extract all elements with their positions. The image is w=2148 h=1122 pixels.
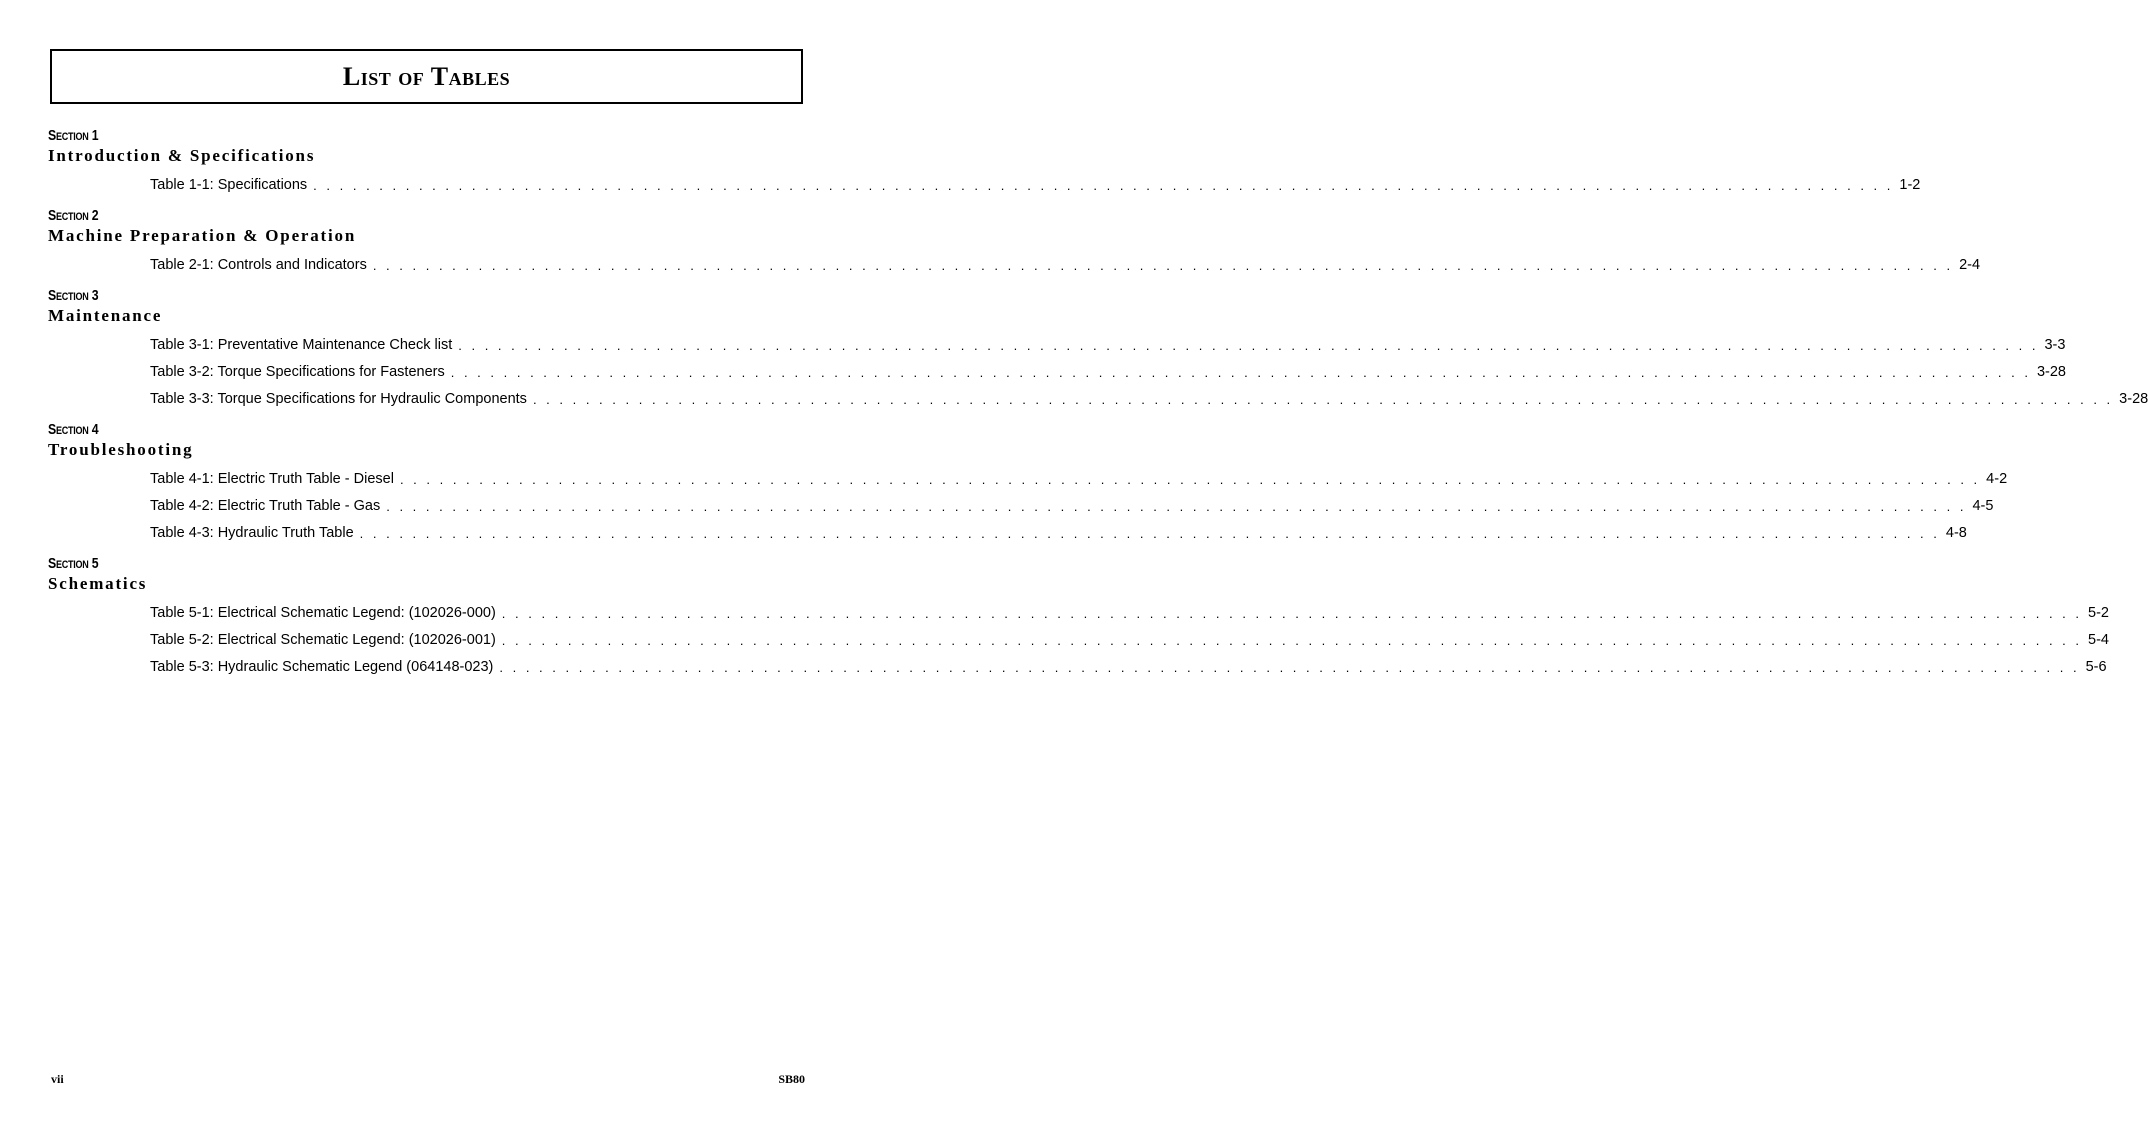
dot-leader: . . . . . . . . . . . . . . . . . . . . . . . . . . . . . . . . . . . . . . . . . . . . . . . . . . . . . . . . . . . . . . . . . . . . . . . . . . . . . . . . . . . . . . . . . . . . . . . . . . . . . . . . . . . . . . . . . . . . . . . . xyxy=(501,633,2083,648)
toc-entry-label: Table 2-1: Controls and Indicators xyxy=(150,257,367,273)
toc-entry[interactable] xyxy=(150,386,2148,413)
dot-leader: . . . . . . . . . . . . . . . . . . . . . . . . . . . . . . . . . . . . . . . . . . . . . . . . . . . . . . . . . . . . . . . . . . . . . . . . . . . . . . . . . . . . . . . . . . . . . . . . . . . . . . . . . . . . . . . . . . . . . . . . xyxy=(386,499,1967,514)
toc-entry[interactable] xyxy=(150,252,1981,279)
dot-leader: . . . . . . . . . . . . . . . . . . . . . . . . . . . . . . . . . . . . . . . . . . . . . . . . . . . . . . . . . . . . . . . . . . . . . . . . . . . . . . . . . . . . . . . . . . . . . . . . . . . . . . . . . . . . . . . . . . . . . . . . xyxy=(399,472,1981,487)
toc-entry-label: Table 4-3: Hydraulic Truth Table xyxy=(150,525,354,541)
section-4 xyxy=(48,421,2008,547)
toc-entry-page: 4-8 xyxy=(1945,525,1967,541)
toc-entry-page: 3-28 xyxy=(2119,391,2148,407)
toc-entry-page: 3-28 xyxy=(2036,364,2066,380)
dot-leader: . . . . . . . . . . . . . . . . . . . . . . . . . . . . . . . . . . . . . . . . . . . . . . . . . . . . . . . . . . . . . . . . . . . . . . . . . . . . . . . . . . . . . . . . . . . . . . . . . . . . . . . . . . . . . . . . . . . . . . . . xyxy=(372,258,1954,273)
toc-entry[interactable] xyxy=(150,172,1921,199)
toc-entry-label: Table 4-2: Electric Truth Table - Gas xyxy=(150,498,381,514)
toc-entry[interactable] xyxy=(150,627,2109,654)
section-name: Introduction & Specifications xyxy=(48,146,316,165)
toc-entry-page: 5-4 xyxy=(2088,632,2109,648)
toc-entry[interactable] xyxy=(150,332,2066,359)
toc-entry[interactable] xyxy=(150,654,2107,681)
sections-list xyxy=(48,127,2148,689)
dot-leader: . . . . . . . . . . . . . . . . . . . . . . . . . . . . . . . . . . . . . . . . . . . . . . . . . . . . . . . . . . . . . . . . . . . . . . . . . . . . . . . . . . . . . . . . . . . . . . . . . . . . . . . . . . . . . . . . . . . . . . . . xyxy=(532,392,2114,407)
footer-model: SB80 xyxy=(778,1072,805,1086)
section-label: Section 3 xyxy=(48,287,99,304)
section-label: Section 4 xyxy=(48,421,99,438)
toc-entry-label: Table 1-1: Specifications xyxy=(150,177,308,193)
section-1 xyxy=(48,127,1921,199)
toc-entry-page: 4-2 xyxy=(1986,471,2008,487)
toc-entry-label: Table 5-3: Hydraulic Schematic Legend (064148-023) xyxy=(150,659,494,675)
dot-leader: . . . . . . . . . . . . . . . . . . . . . . . . . . . . . . . . . . . . . . . . . . . . . . . . . . . . . . . . . . . . . . . . . . . . . . . . . . . . . . . . . . . . . . . . . . . . . . . . . . . . . . . . . . . . . . . . . . . . . . . . xyxy=(313,178,1894,193)
title-box xyxy=(50,49,803,104)
dot-leader: . . . . . . . . . . . . . . . . . . . . . . . . . . . . . . . . . . . . . . . . . . . . . . . . . . . . . . . . . . . . . . . . . . . . . . . . . . . . . . . . . . . . . . . . . . . . . . . . . . . . . . . . . . . . . . . . . . . . . . . . xyxy=(450,365,2031,380)
section-2 xyxy=(48,207,1981,279)
toc-entry-page: 3-3 xyxy=(2044,337,2066,353)
toc-entry-label: Table 3-3: Torque Specifications for Hydraulic Components xyxy=(150,391,527,407)
section-label: Section 1 xyxy=(48,127,99,144)
dot-leader: . . . . . . . . . . . . . . . . . . . . . . . . . . . . . . . . . . . . . . . . . . . . . . . . . . . . . . . . . . . . . . . . . . . . . . . . . . . . . . . . . . . . . . . . . . . . . . . . . . . . . . . . . . . . . . . . . . . . . . . . xyxy=(458,338,2039,353)
page-title: List of Tables xyxy=(342,61,511,91)
section-name: Troubleshooting xyxy=(48,440,194,459)
toc-entry-page: 5-2 xyxy=(2088,605,2109,621)
section-name: Maintenance xyxy=(48,306,163,325)
toc-entry[interactable] xyxy=(150,466,2008,493)
toc-entry-label: Table 3-2: Torque Specifications for Fasteners xyxy=(150,364,445,380)
dot-leader: . . . . . . . . . . . . . . . . . . . . . . . . . . . . . . . . . . . . . . . . . . . . . . . . . . . . . . . . . . . . . . . . . . . . . . . . . . . . . . . . . . . . . . . . . . . . . . . . . . . . . . . . . . . . . . . . . . . . . . . . xyxy=(501,606,2083,621)
toc-entry-label: Table 5-2: Electrical Schematic Legend: (102026-001) xyxy=(150,632,496,648)
toc-entry[interactable] xyxy=(150,493,1994,520)
toc-entry[interactable] xyxy=(150,359,2066,386)
toc-entry-page: 1-2 xyxy=(1899,177,1921,193)
section-3 xyxy=(48,287,2148,413)
toc-entry-label: Table 5-1: Electrical Schematic Legend: (102026-000) xyxy=(150,605,496,621)
toc-entry-page: 2-4 xyxy=(1959,257,1981,273)
section-5 xyxy=(48,555,2109,681)
dot-leader: . . . . . . . . . . . . . . . . . . . . . . . . . . . . . . . . . . . . . . . . . . . . . . . . . . . . . . . . . . . . . . . . . . . . . . . . . . . . . . . . . . . . . . . . . . . . . . . . . . . . . . . . . . . . . . . . . . . . . . . . xyxy=(359,526,1940,541)
toc-entry[interactable] xyxy=(150,520,1967,547)
section-name: Machine Preparation & Operation xyxy=(48,226,357,245)
toc-entry-page: 4-5 xyxy=(1972,498,1994,514)
section-label: Section 2 xyxy=(48,207,99,224)
toc-entry-page: 5-6 xyxy=(2085,659,2107,675)
toc-entry[interactable] xyxy=(150,600,2109,627)
dot-leader: . . . . . . . . . . . . . . . . . . . . . . . . . . . . . . . . . . . . . . . . . . . . . . . . . . . . . . . . . . . . . . . . . . . . . . . . . . . . . . . . . . . . . . . . . . . . . . . . . . . . . . . . . . . . . . . . . . . . . . . . xyxy=(499,660,2080,675)
section-label: Section 5 xyxy=(48,555,99,572)
footer-page-number: vii xyxy=(51,1072,64,1086)
section-name: Schematics xyxy=(48,574,148,593)
toc-entry-label: Table 3-1: Preventative Maintenance Check list xyxy=(150,337,453,353)
toc-entry-label: Table 4-1: Electric Truth Table - Diesel xyxy=(150,471,394,487)
